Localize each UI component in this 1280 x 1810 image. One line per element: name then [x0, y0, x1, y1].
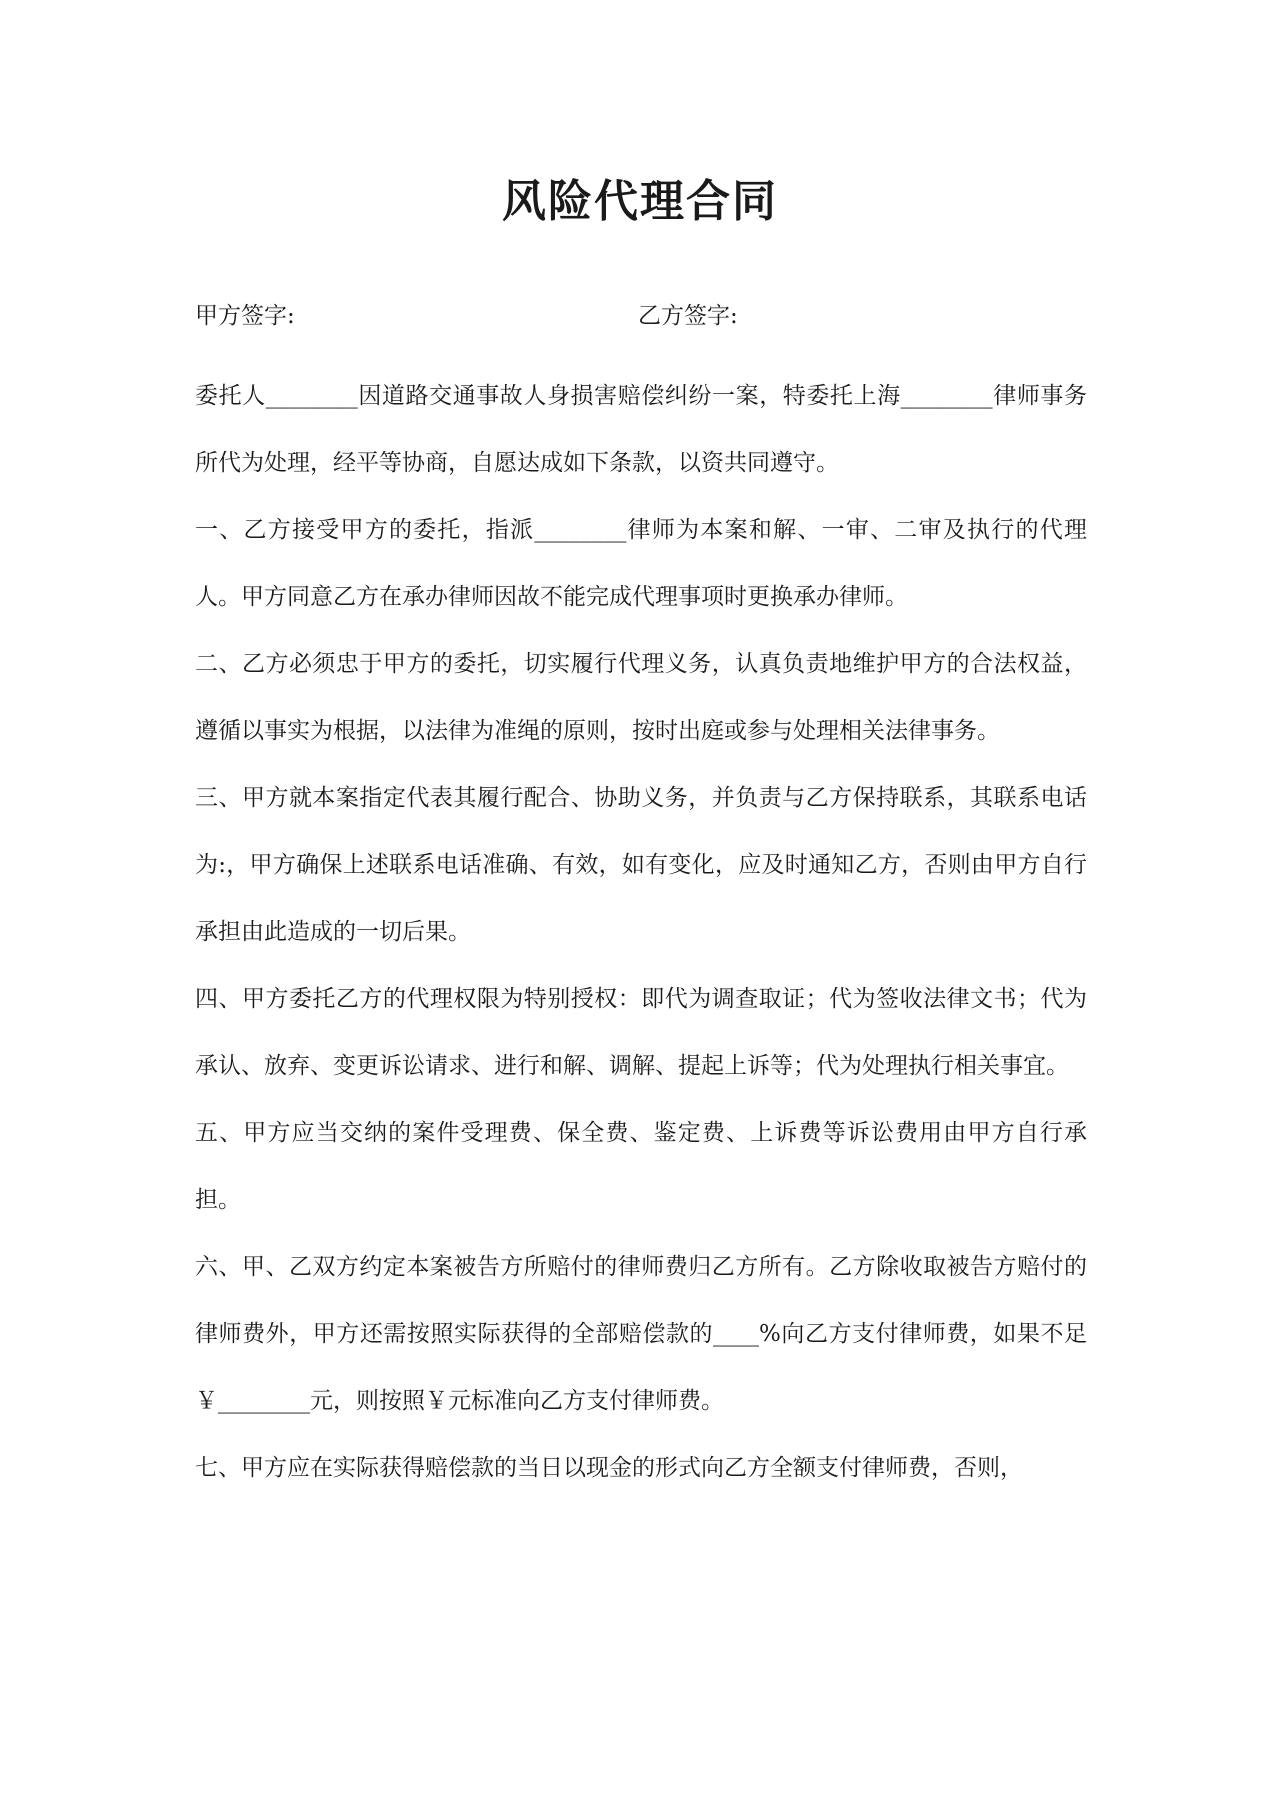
preamble-paragraph: 委托人________因道路交通事故人身损害赔偿纠纷一案，特委托上海________律师事务所代为处理，经平等协商，自愿达成如下条款，以资共同遵守。 — [195, 383, 1087, 476]
party-a-signature-label: 甲方签字: — [195, 303, 295, 329]
clause-3-paragraph: 三、甲方就本案指定代表其履行配合、协助义务，并负责与乙方保持联系，其联系电话为:，甲方确保上述联系电话准确、有效，如有变化，应及时通知乙方，否则由甲方自行承担由此造成的一切后果。 — [195, 785, 1087, 945]
clause-7-paragraph: 七、甲方应在实际获得赔偿款的当日以现金的形式向乙方全额支付律师费，否则， — [195, 1455, 1023, 1481]
clause-1-paragraph: 一、乙方接受甲方的委托，指派________律师为本案和解、一审、二审及执行的代理人。甲方同意乙方在承办律师因故不能完成代理事项时更换承办律师。 — [195, 517, 1087, 610]
clause-6-paragraph: 六、甲、乙双方约定本案被告方所赔付的律师费归乙方所有。乙方除收取被告方赔付的律师费外，甲方还需按照实际获得的全部赔偿款的____%向乙方支付律师费，如果不足￥________元，则按照￥元标准向乙方支付律师费。 — [195, 1254, 1087, 1414]
contract-body — [195, 363, 1087, 1502]
signature-row — [195, 296, 1095, 336]
document-title: 风险代理合同 — [502, 176, 778, 227]
clause-5-paragraph: 五、甲方应当交纳的案件受理费、保全费、鉴定费、上诉费等诉讼费用由甲方自行承担。 — [195, 1120, 1087, 1213]
clause-4-paragraph: 四、甲方委托乙方的代理权限为特别授权：即代为调查取证；代为签收法律文书；代为承认、放弃、变更诉讼请求、进行和解、调解、提起上诉等；代为处理执行相关事宜。 — [195, 986, 1087, 1079]
party-b-signature-label: 乙方签字: — [638, 303, 738, 329]
clause-2-paragraph: 二、乙方必须忠于甲方的委托，切实履行代理义务，认真负责地维护甲方的合法权益，遵循以事实为根据，以法律为准绳的原则，按时出庭或参与处理相关法律事务。 — [195, 651, 1087, 744]
